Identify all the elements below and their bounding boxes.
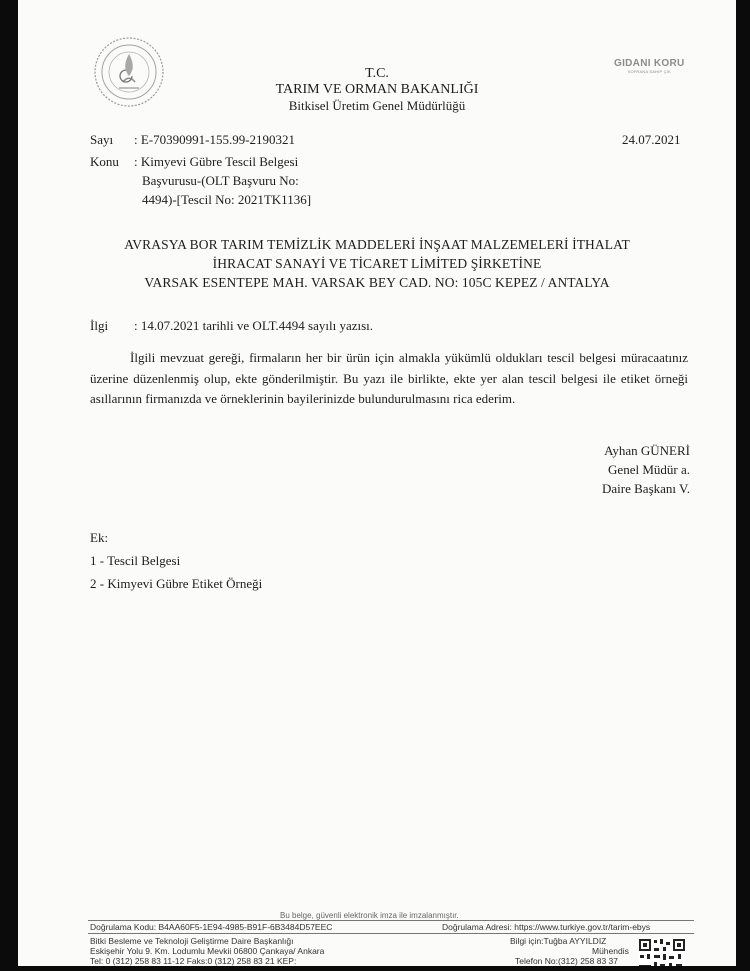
ilgi-label: İlgi [90,318,109,333]
header-ministry: TARIM VE ORMAN BAKANLIĞI [275,82,479,97]
konu-label: Konu [90,154,119,169]
document-date: 24.07.2021 [622,132,681,147]
recipient-line-2: İHRACAT SANAYİ VE TİCARET LİMİTED ŞİRKETİNE [212,256,542,271]
attachment-item-2: 2 - Kimyevi Gübre Etiket Örneği [90,576,263,591]
qr-code-icon [638,938,686,966]
konu-line-1: : Kimyevi Gübre Tescil Belgesi [134,154,299,169]
footer-contact-phone: Telefon No:(312) 258 83 37 [515,956,619,966]
header-tc: T.C. [365,66,389,81]
recipient-line-3: VARSAK ESENTEPE MAH. VARSAK BEY CAD. NO: 105C KEPEZ / ANTALYA [144,275,610,290]
esign-note: Bu belge, güvenli elektronik imza ile imzalanmıştır. [280,911,459,920]
footer-contact-title: Mühendis [592,946,629,956]
attachment-item-1: 1 - Tescil Belgesi [90,553,181,568]
sayi-value: : E-70390991-155.99-2190321 [134,132,296,147]
recipient-line-1: AVRASYA BOR TARIM TEMİZLİK MADDELERİ İNŞAAT MALZEMELERİ İTHALAT [124,237,630,252]
brand-sub-text: SOFRANA SAHİP ÇIK [627,69,671,74]
footer-divider-2 [88,933,694,934]
footer-phone: Tel: 0 (312) 258 83 11-12 Faks:0 (312) 258 83 21 KEP: [90,956,297,966]
signatory-name: Ayhan GÜNERİ [604,443,690,458]
footer-contact-person: Bilgi için:Tuğba AYYILDIZ [510,936,607,946]
ilgi-value: : 14.07.2021 tarihli ve OLT.4494 sayılı yazısı. [134,318,374,333]
footer-divider [88,920,694,921]
konu-line-2: Başvurusu-(OLT Başvuru No: [142,173,299,188]
signatory-title-1: Genel Müdür a. [608,462,690,477]
brand-main-text: GIDANI KORU [614,58,685,69]
header-directorate: Bitkisel Üretim Genel Müdürlüğü [288,98,466,113]
document-page [18,0,736,966]
attachments-label: Ek: [90,530,109,545]
body-paragraph: İlgili mevzuat gereği, firmaların her bir ürün için almakla yükümlü oldukları tescil belgesi müracaatınız üzerine düzenlenmiş olup, ekte gönderilmiştir. Bu yazı ile birlikte, ekte yer alan tescil belgesi ile etiket örneği asıllarının firmanızda ve örneklerinin bayilerinizde bulundurulmasını rica ederim. [90,350,688,406]
footer-department: Bitki Besleme ve Teknoloji Geliştirme Daire Başkanlığı [90,936,294,946]
verification-code: Doğrulama Kodu: B4AA60F5-1E94-4985-B91F-6B3484D57EEC [90,922,333,932]
verification-address: Doğrulama Adresi: https://www.turkiye.gov.tr/tarim-ebys [442,922,651,932]
sayi-label: Sayı [90,132,114,147]
footer-address: Eskişehir Yolu 9. Km. Lodumlu Mevkii 06800 Çankaya/ Ankara [90,946,325,956]
signatory-title-2: Daire Başkanı V. [602,481,690,496]
konu-line-3: 4494)-[Tescil No: 2021TK1136] [142,192,312,207]
